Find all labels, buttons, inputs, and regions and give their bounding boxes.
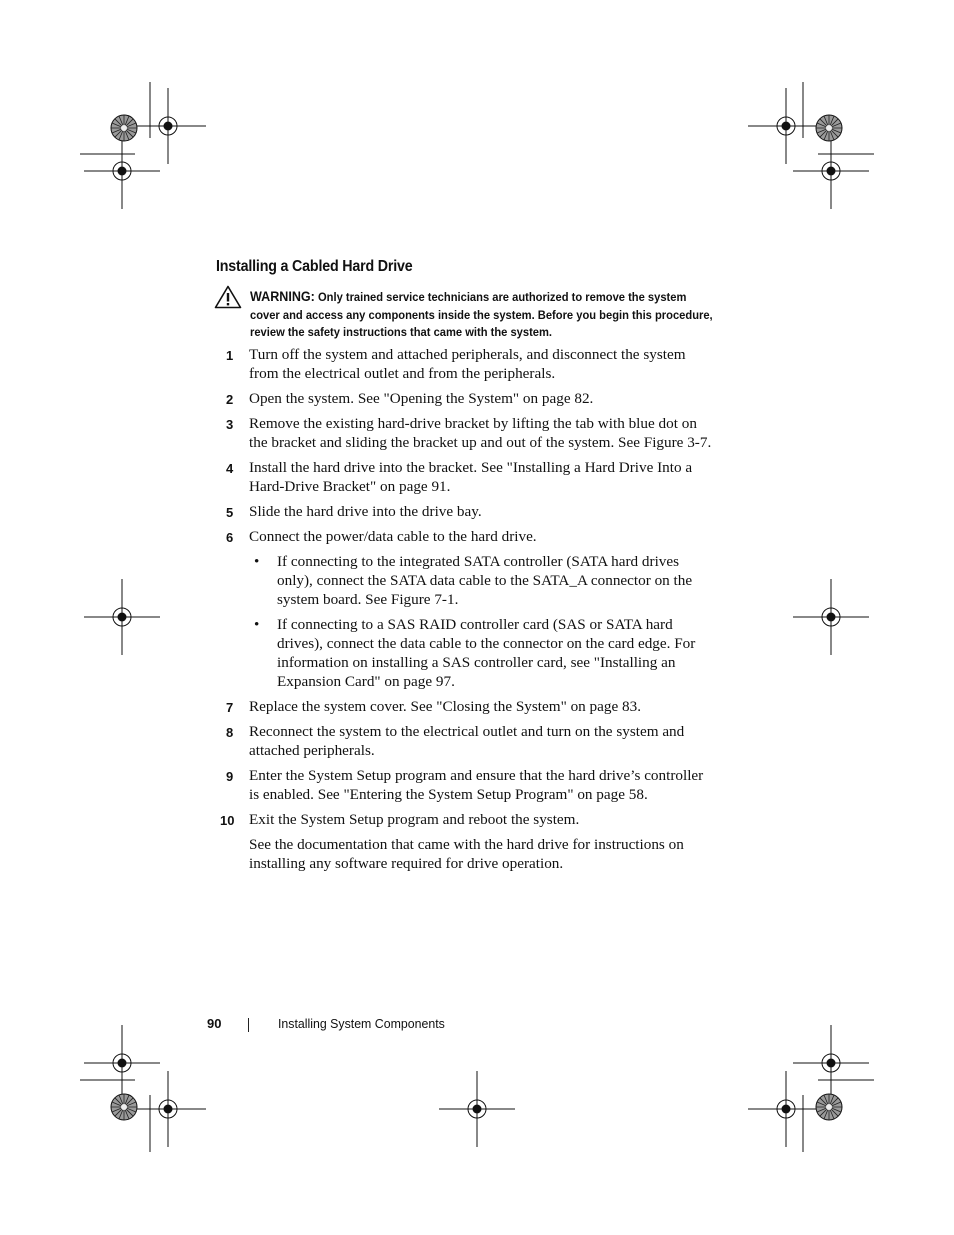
- step-number: 5: [226, 505, 234, 520]
- footer-section-title: Installing System Components: [278, 1016, 445, 1031]
- step-text: Enter the System Setup program and ensure that the hard drive’s controller is enabled. See "Entering the System Setup Program" on page 58.: [249, 767, 704, 803]
- step-number: 6: [226, 530, 234, 545]
- step-text: Exit the System Setup program and reboot the system.: [249, 811, 580, 828]
- bullet-dot: •: [254, 616, 260, 633]
- step-text: Turn off the system and attached peripherals, and disconnect the system from the electrical outlet and from the peripherals.: [249, 346, 686, 382]
- step: [216, 458, 716, 496]
- step-text: Replace the system cover. See "Closing the System" on page 83.: [249, 698, 642, 715]
- step-text: Slide the hard drive into the drive bay.: [249, 503, 482, 520]
- step: [216, 810, 716, 829]
- step: [216, 389, 716, 408]
- bullet-item: [249, 615, 716, 691]
- bullet-item: [249, 552, 716, 609]
- footer-divider: [248, 1018, 249, 1032]
- step: [216, 527, 716, 691]
- step-number: 1: [226, 348, 234, 363]
- step-text: Install the hard drive into the bracket. See "Installing a Hard Drive Into a Hard-Drive Bracket" on page 91.: [249, 459, 693, 495]
- step-number: 9: [226, 769, 234, 784]
- step: [216, 722, 716, 760]
- step-text: Open the system. See "Opening the System" on page 82.: [249, 390, 594, 407]
- step: [216, 697, 716, 716]
- step-text: Reconnect the system to the electrical outlet and turn on the system and attached peripherals.: [249, 723, 685, 759]
- bullet-list: [249, 552, 716, 691]
- warning-icon: [214, 285, 242, 309]
- closing-note: See the documentation that came with the hard drive for instructions on installing any software required for drive operation.: [249, 836, 684, 872]
- step: [216, 414, 716, 452]
- bullet-text: If connecting to a SAS RAID controller card (SAS or SATA hard drives), connect the data cable to the connector on the card edge. For information on installing a SAS controller card, see "Installing an Expansion Card" on page 97.: [277, 616, 696, 690]
- procedure-steps: [216, 345, 716, 873]
- bullet-text: If connecting to the integrated SATA controller (SATA hard drives only), connect the SATA data cable to the SATA_A connector on the system board. See Figure 7-1.: [277, 553, 693, 608]
- step-number: 3: [226, 417, 234, 432]
- step: [216, 766, 716, 804]
- page-number: 90: [207, 1016, 222, 1031]
- step-number: 8: [226, 725, 234, 740]
- warning-body: Only trained service technicians are authorized to remove the system cover and access any components inside the system. Before you begin this procedure, review the safety instructions that came with the system.: [250, 290, 713, 339]
- step-text: Connect the power/data cable to the hard drive.: [249, 528, 537, 545]
- bullet-dot: •: [254, 553, 260, 570]
- step-number: 4: [226, 461, 234, 476]
- section-heading: Installing a Cabled Hard Drive: [216, 258, 413, 275]
- step-number: 7: [226, 700, 234, 715]
- step-number: 10: [220, 813, 235, 828]
- step: [216, 345, 716, 383]
- warning-label: WARNING:: [250, 289, 315, 304]
- step: [216, 502, 716, 521]
- warning-notice: [250, 288, 715, 342]
- step-text: Remove the existing hard-drive bracket by lifting the tab with blue dot on the bracket and sliding the bracket up and out of the system. See Figure 3-7.: [249, 415, 712, 451]
- step-number: 2: [226, 392, 234, 407]
